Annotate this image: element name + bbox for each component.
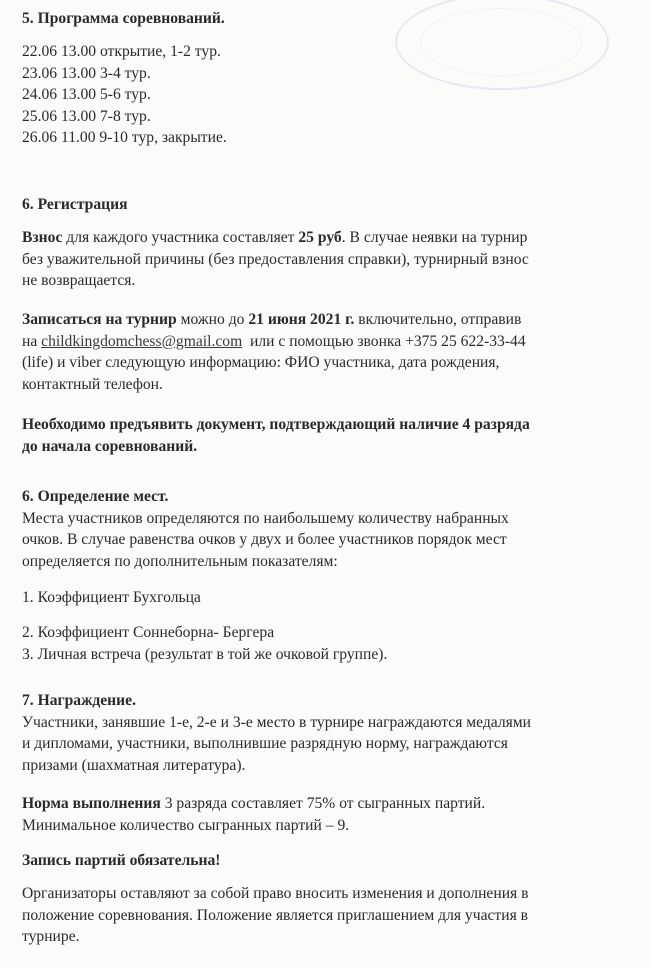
- section-heading: 6. Регистрация: [22, 196, 128, 213]
- notice-line: Необходимо предъявить документ, подтверждающий наличие 4 разряда: [22, 416, 530, 433]
- section-program: [22, 8, 634, 30]
- awards-text: призами (шахматная литература).: [22, 756, 246, 774]
- norm-label: Норма выполнения: [22, 795, 161, 812]
- signup-label: Записаться на турнир: [22, 311, 177, 328]
- fee-text: . В случае неявки на турнир: [341, 229, 528, 246]
- signup-deadline: 21 июня 2021 г.: [248, 311, 355, 328]
- recording-notice: [22, 850, 634, 872]
- criteria-list: [22, 622, 634, 665]
- schedule-item: 24.06 13.00 5-6 тур.: [22, 86, 151, 103]
- recording-text: Запись партий обязательна!: [22, 852, 221, 869]
- section-heading: 7. Награждение.: [22, 692, 136, 709]
- signup-text: включительно, отправив: [354, 311, 522, 328]
- fee-text: для каждого участника составляет: [62, 229, 299, 246]
- places-text: Места участников определяются по наибольшему количеству набранных: [22, 509, 509, 527]
- criteria-item: 2. Коэффициент Соннеборна- Бергера: [22, 624, 275, 641]
- signup-paragraph: [22, 309, 634, 395]
- awards-text: Участники, занявшие 1-е, 2-е и 3-е место в турнире награждаются медалями: [22, 713, 532, 731]
- email-link[interactable]: childkingdomchess@gmail.com: [41, 332, 243, 350]
- section-awards: [22, 690, 634, 776]
- criteria-item: 1. Коэффициент Бухгольца: [22, 589, 201, 606]
- awards-text: и дипломами, участники, выполнившие разрядную норму, награждаются: [22, 735, 508, 752]
- closing-paragraph: [22, 883, 634, 948]
- signup-text: контактный телефон.: [22, 375, 163, 393]
- closing-text: Организаторы оставляют за собой право вносить изменения и дополнения в: [22, 885, 529, 902]
- section-places: [22, 486, 634, 572]
- fee-text: без уважительной причины (без предоставления справки), турнирный взнос: [22, 250, 529, 268]
- schedule-item: 22.06 13.00 открытие, 1-2 тур.: [22, 43, 221, 60]
- fee-paragraph: [22, 227, 634, 292]
- document-notice: [22, 414, 634, 457]
- norm-text: 3 разряда составляет 75% от сыгранных партий.: [160, 795, 486, 812]
- places-text: определяется по дополнительным показателям:: [22, 552, 338, 570]
- signup-text: или с помощью звонка +375 25 622-33-44: [242, 332, 526, 350]
- section-registration: [22, 194, 634, 216]
- closing-text: турнире.: [22, 928, 80, 945]
- fee-amount: 25 руб: [298, 229, 342, 246]
- notice-line: до начала соревнований.: [22, 437, 198, 455]
- schedule-item: 23.06 13.00 3-4 тур.: [22, 64, 151, 82]
- fee-text: не возвращается.: [22, 272, 136, 289]
- signup-text: на: [22, 332, 42, 350]
- criteria-list: [22, 587, 634, 609]
- norm-text: Минимальное количество сыгранных партий – 9.: [22, 816, 350, 834]
- closing-text: положение соревнования. Положение является приглашением для участия в: [22, 906, 529, 924]
- schedule-list: [22, 41, 634, 149]
- schedule-item: 25.06 13.00 7-8 тур.: [22, 107, 151, 125]
- norm-paragraph: [22, 793, 634, 836]
- criteria-item: 3. Личная встреча (результат в той же очковой группе).: [22, 645, 388, 663]
- places-text: очков. В случае равенства очков у двух и более участников порядок мест: [22, 531, 507, 548]
- signup-text: (life) и viber следующую информацию: ФИО участника, дата рождения,: [22, 354, 500, 371]
- signup-text: можно до: [176, 311, 249, 328]
- schedule-item: 26.06 11.00 9-10 тур, закрытие.: [22, 129, 227, 146]
- section-heading: 5. Программа соревнований.: [22, 10, 225, 27]
- section-heading: 6. Определение мест.: [22, 488, 169, 505]
- fee-label: Взнос: [22, 229, 63, 246]
